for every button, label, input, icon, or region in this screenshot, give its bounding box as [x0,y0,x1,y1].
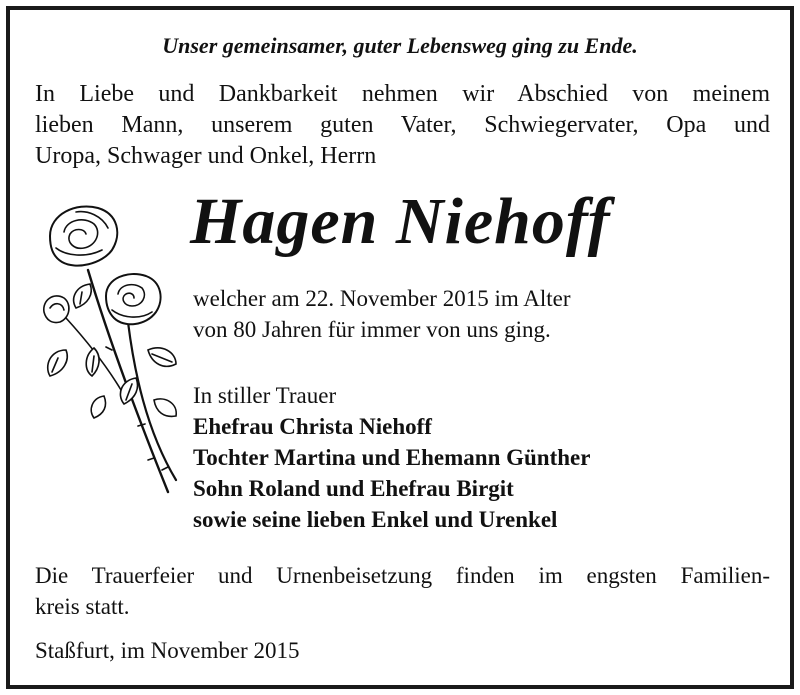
mourner-name: Ehefrau Christa Niehoff [193,414,432,439]
mourner-name: Tochter Martina und Ehemann Günther [193,445,591,470]
mourner-name: sowie seine lieben Enkel und Urenkel [193,507,558,532]
death-notice-line-2: von 80 Jahren für immer von uns ging. [193,317,551,342]
mourners-heading: In stiller Trauer [193,383,337,408]
roses-illustration-icon [36,200,186,500]
funeral-paragraph [35,560,770,622]
mourner-name: Sohn Roland und Ehefrau Birgit [193,476,514,501]
obituary-notice [6,6,794,689]
headline: Unser gemeinsamer, guter Lebensweg ging zu Ende. [162,33,638,58]
funeral-line-1: Die Trauerfeier und Urnenbeisetzung finden im engsten Familien- [35,563,770,588]
place-date: Staßfurt, im November 2015 [35,638,300,663]
death-notice-line-1: welcher am 22. November 2015 im Alter [193,286,571,311]
intro-paragraph [35,79,770,172]
intro-line-3: Uropa, Schwager und Onkel, Herrn [35,143,377,169]
intro-line-2: lieben Mann, unserem guten Vater, Schwiegervater, Opa und [35,112,770,138]
intro-line-1: In Liebe und Dankbarkeit nehmen wir Abschied von meinem [35,81,770,107]
funeral-line-2: kreis statt. [35,594,130,619]
mourners-list [193,380,590,535]
deceased-name: Hagen Niehoff [190,185,611,258]
death-notice [193,283,570,345]
